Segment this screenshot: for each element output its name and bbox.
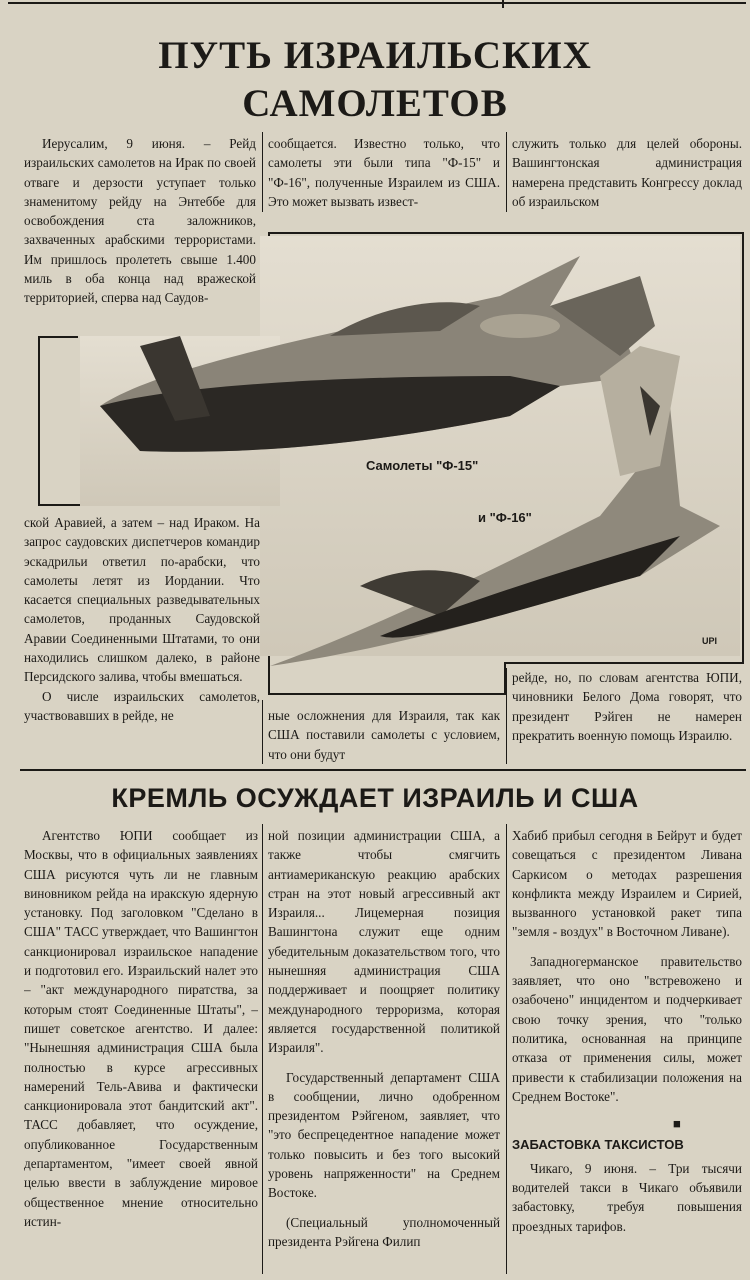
article1-col1-top: Иерусалим, 9 июня. – Рейд израильских самолетов на Ирак по своей отваге и дерзости уступает только знаменитому рейду на Энтеббе для освобождения ста заложников, захваченных арабскими террористами. Им пришлось пролететь свыше 1.400 миль в оба конца над вражеской территорией, сперва над Саудов- bbox=[24, 136, 256, 306]
article2-col1: Агентство ЮПИ сообщает из Москвы, что в официальных заявлениях США рисуются чуть ли не главным виновником рейда на иракскую ядерную установку. Под заголовком "Сделано в США" ТАСС утверждает, что Вашингтон санкционировал израильское нападение и подготовил его. Израильский налет это – "акт международного пиратства, за которым стоят Соединенные Штаты", – пишет советское агентство. И далее: "Нынешняя администрация США была полностью в курсе агрессивных намерений Тель-Авива и фактически санкционировала этот бандитский акт". ТАСС добавляет, что осуждение, опубликованное Государственным департаментом, "имеет своей явной целью ввести в заблуждение мировое общественное мнение относительно истин- bbox=[24, 828, 258, 1229]
article1-col1-bottom-p2: О числе израильских самолетов, участвовавших в рейде, не bbox=[24, 688, 260, 723]
article2-col3-p1: Хабиб прибыл сегодня в Бейрут и будет совещаться с президентом Ливана Саркисом о методах разрешения конфликта между Израилем и Сирией, вызванного установкой ракет типа "земля - воздух" в Восточном Ливане). bbox=[512, 828, 742, 940]
article2-col2-p3: (Специальный уполномоченный президента Рэйгена Филип bbox=[268, 1214, 500, 1249]
article2-headline: КРЕМЛЬ ОСУЖДАЕТ ИЗРАИЛЬ И США bbox=[111, 783, 639, 813]
taxi-strike-subhead: ЗАБАСТОВКА ТАКСИСТОВ bbox=[512, 1137, 684, 1153]
column-divider bbox=[506, 668, 507, 764]
article2-col2 bbox=[268, 826, 500, 1276]
column-divider bbox=[506, 824, 507, 1274]
top-rule bbox=[8, 2, 746, 4]
top-column-rule bbox=[502, 0, 504, 8]
article-separator bbox=[20, 769, 746, 771]
article1-col1-bottom bbox=[24, 513, 260, 763]
article1-col3-top: служить только для целей обороны. Вашингтонская администрация намерена представить Конгрессу доклад об израильском bbox=[512, 136, 742, 209]
column-divider bbox=[506, 132, 507, 212]
section-bullet: ■ bbox=[673, 1116, 681, 1132]
article2-col3 bbox=[512, 826, 742, 1276]
article1-col2-bottom: ные осложнения для Израиля, так как США поставили самолеты с условием, что они будут bbox=[268, 708, 500, 762]
photo-caption-f16: и "Ф-16" bbox=[478, 510, 532, 525]
article2-col2-p1: ной позиции администрации США, а также чтобы смягчить антиамериканскую реакцию арабских стран на этот новый агрессивный акт Израиля... Лицемерная позиция Вашингтона служит еще одним убедительным доказательством того, что нынешняя администрация США поддерживает и поощряет политику международного терроризма, которая является государственной политикой Израиля". bbox=[268, 828, 500, 1056]
article1-headline-line1: ПУТЬ ИЗРАИЛЬСКИХ bbox=[158, 34, 592, 77]
photo-frame-line bbox=[38, 336, 78, 338]
photo-credit: UPI bbox=[702, 636, 718, 646]
photo-caption-f15: Самолеты "Ф-15" bbox=[366, 458, 479, 473]
column-divider bbox=[262, 824, 263, 1274]
article1-col1-bottom-p1: ской Аравией, а затем – над Ираком. На запрос саудовских диспетчеров командир эскадрильи ответил по-арабски, что самолеты летят из Иордании. Что касается специальных разведывательных самолетов, проданных Саудовской Аравии Соединенными Штатами, то они находились слишком далеко, в районе Персидского залива, чтобы вмешаться. bbox=[24, 515, 260, 685]
article1-col3-bottom: рейде, но, по словам агентства ЮПИ, чиновники Белого Дома говорят, что президент Рэйген не намерен прекратить военную помощь Израилю. bbox=[512, 670, 742, 743]
photo-frame-line bbox=[742, 232, 744, 662]
article2-col3-p3: Чикаго, 9 июня. – Три тысячи водителей такси в Чикаго объявили забастовку, требуя повышения проездных тарифов. bbox=[512, 1160, 742, 1234]
article2-col3-p2: Западногерманское правительство заявляет, что оно "встревожено и озабочено" инцидентом и подчеркивает свою точку зрения, что "только политика, основанная на принципе отказа от применения силы, может привести к стабилизации положения на Среднем Востоке". bbox=[512, 953, 742, 1104]
photo-frame-line bbox=[38, 336, 40, 506]
article2-col2-p2: Государственный департамент США в сообщении, лично одобренном президентом Рэйгеном, заявляет, что "это беспрецедентное нападение может только повысить и без того высокий уровень напряженности" на Среднем Востоке. bbox=[268, 1069, 500, 1201]
column-divider bbox=[262, 700, 263, 764]
article1-col2-top: сообщается. Известно только, что самолеты эти были типа "Ф-15" и "Ф-16", полученные Израилем из США. Это может вызвать извест- bbox=[268, 136, 500, 209]
column-divider bbox=[262, 132, 263, 212]
article1-headline-line2: САМОЛЕТОВ bbox=[242, 82, 508, 125]
photo-frame-line bbox=[268, 232, 744, 234]
photo-frame-line bbox=[268, 693, 504, 695]
